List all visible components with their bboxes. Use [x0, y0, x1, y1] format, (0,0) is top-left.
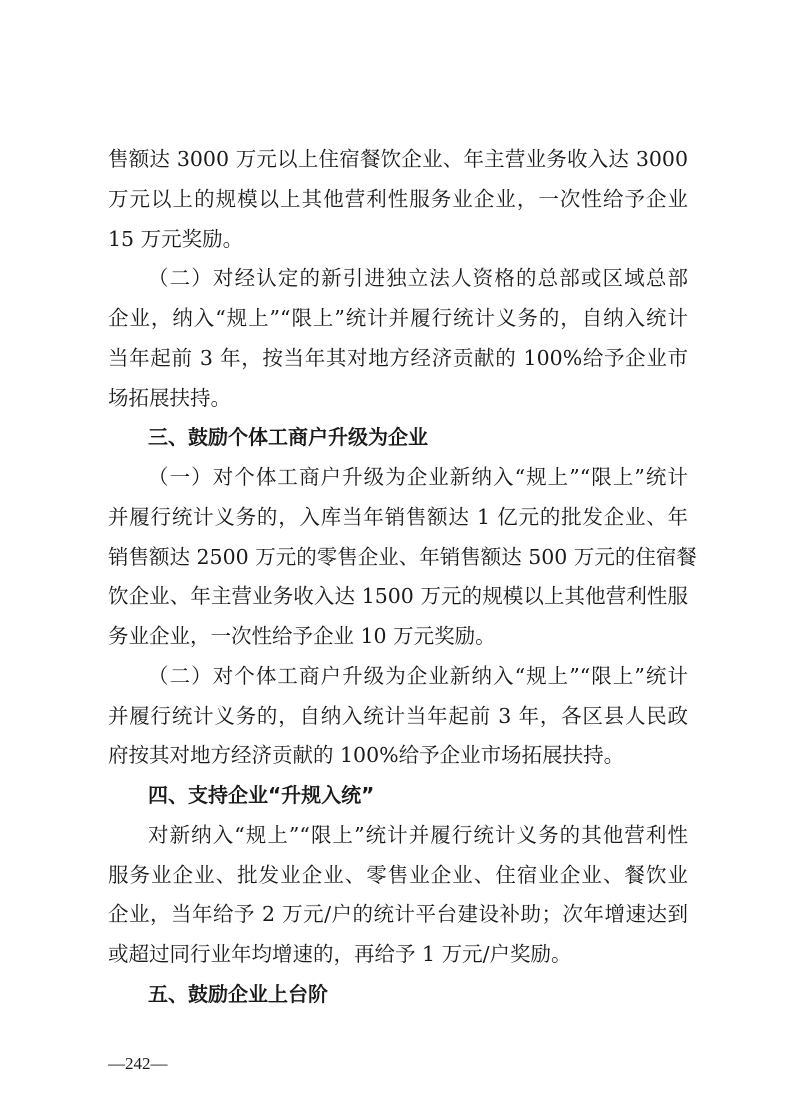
paragraph-line: 或超过同行业年均增速的，再给予 1 万元/户奖励。 — [108, 942, 572, 966]
section-heading: 四、支持企业“升规入统” — [148, 783, 375, 807]
paragraph-line: 销售额达 2500 万元的零售企业、年销售额达 500 万元的住宿餐 — [108, 544, 697, 569]
paragraph-line: 当年起前 3 年，按当年其对地方经济贡献的 100%给予企业市 — [108, 345, 688, 370]
paragraph-line: 15 万元奖励。 — [108, 226, 244, 251]
paragraph-line: 万元以上的规模以上其他营利性服务业企业，一次性给予企业 — [108, 186, 688, 211]
paragraph-line: 对新纳入“规上”“限上”统计并履行统计义务的其他营利性 — [148, 822, 688, 847]
section-heading: 三、鼓励个体工商户升级为企业 — [148, 425, 428, 450]
paragraph-line: 饮企业、年主营业务收入达 1500 万元的规模以上其他营利性服 — [108, 584, 688, 609]
paragraph-line: 场拓展扶持。 — [108, 385, 231, 410]
page-number: —242— — [108, 1054, 168, 1073]
paragraph-line: 并履行统计义务的，自纳入统计当年起前 3 年，各区县人民政 — [108, 703, 688, 728]
paragraph-line: 企业，纳入“规上”“限上”统计并履行统计义务的，自纳入统计 — [108, 306, 688, 330]
paragraph-line: 务业企业，一次性给予企业 10 万元奖励。 — [108, 624, 496, 648]
paragraph-line: （二）对个体工商户升级为企业新纳入“规上”“限上”统计 — [148, 663, 688, 688]
paragraph-line: （一）对个体工商户升级为企业新纳入“规上”“限上”统计 — [148, 465, 688, 489]
paragraph-line: 并履行统计义务的，入库当年销售额达 1 亿元的批发企业、年 — [108, 504, 688, 529]
paragraph-line: 服务业企业、批发业企业、零售业企业、住宿业企业、餐饮业 — [108, 862, 688, 887]
paragraph-line: 企业，当年给予 2 万元/户的统计平台建设补助；次年增速达到 — [108, 902, 688, 927]
paragraph-line: 府按其对地方经济贡献的 100%给予企业市场拓展扶持。 — [108, 743, 625, 768]
section-heading: 五、鼓励企业上台阶 — [148, 981, 328, 1006]
paragraph-line: 售额达 3000 万元以上住宿餐饮企业、年主营业务收入达 3000 — [108, 147, 688, 171]
paragraph-line: （二）对经认定的新引进独立法人资格的总部或区域总部 — [148, 266, 688, 291]
